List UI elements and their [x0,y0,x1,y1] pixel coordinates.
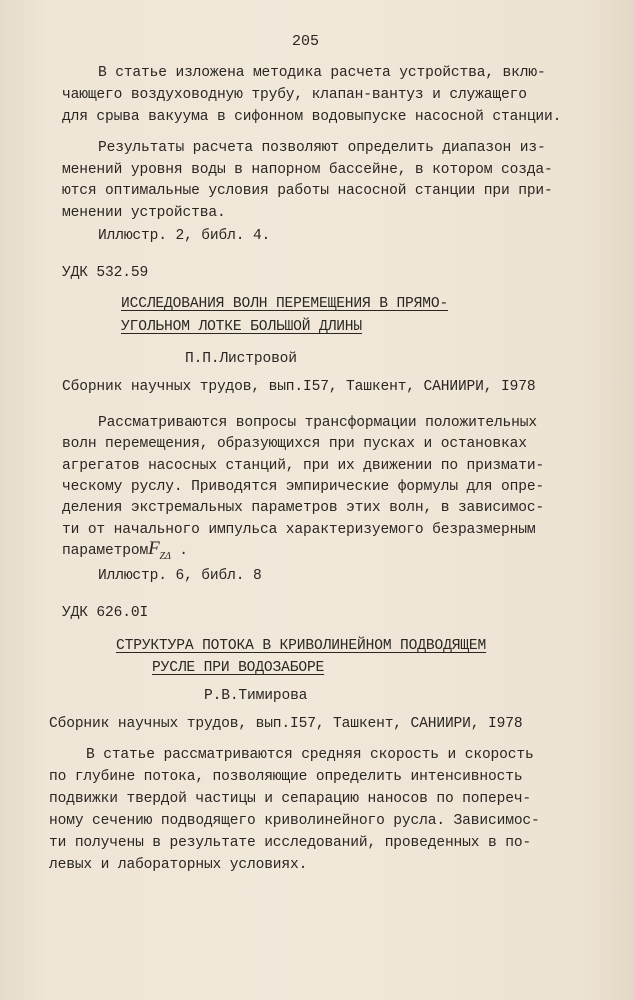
parameter-subscript: ZΔ [159,550,171,562]
abstract-line: левых и лабораторных условиях. [49,857,308,873]
parameter-symbol: $F_{Z\Delta}$ [148,538,171,562]
abstract-line: чающего воздуховодную трубу, клапан-вантуз и служащего [62,87,527,103]
article-title: ИССЛЕДОВАНИЯ ВОЛН ПЕРЕМЕЩЕНИЯ В ПРЯМО- [121,296,449,312]
abstract-line: ному сечению подводящего криволинейного русла. Зависимос- [49,813,540,829]
biblio-note: Иллюстр. 2, библ. 4. [98,228,271,244]
source-line: Сборник научных трудов, вып.I57, Ташкент, САНИИРИ, I978 [62,379,536,395]
abstract-line: подвижки твердой частицы и сепарацию наносов по попереч- [49,791,532,807]
abstract-line: Рассматриваются вопросы трансформации положительных [98,415,537,431]
parameter-line [62,539,188,567]
page-number: 205 [292,33,320,50]
abstract-line: В статье рассматриваются средняя скорость и скорость [86,747,534,763]
results-line: менений уровня воды в напорном бассейне, в котором созда- [62,162,553,178]
article-title: СТРУКТУРА ПОТОКА В КРИВОЛИНЕЙНОМ ПОДВОДЯЩЕМ [116,638,487,654]
udk-code: УДК 532.59 [62,265,149,281]
abstract-line: волн перемещения, образующихся при пусках и остановках [62,436,527,452]
udk-code: УДК 626.0I [62,605,149,621]
abstract-line: по глубине потока, позволяющие определить интенсивность [49,769,523,785]
abstract-line: В статье изложена методика расчета устройства, вклю- [98,65,546,81]
abstract-line: агрегатов насосных станций, при их движении по призмати- [62,458,545,474]
article-title: РУСЛЕ ПРИ ВОДОЗАБОРЕ [152,660,325,676]
results-line: менении устройства. [62,205,226,221]
results-line: Результаты расчета позволяют определить диапазон из- [98,140,546,156]
abstract-line: ти от начального импульса характеризуемого безразмерным [62,522,536,538]
source-line: Сборник научных трудов, вып.I57, Ташкент, САНИИРИ, I978 [49,716,523,732]
abstract-line: для срыва вакуума в сифонном водовыпуске насосной станции. [62,109,562,125]
biblio-note: Иллюстр. 6, библ. 8 [98,568,262,584]
author-name: Р.В.Тимирова [204,688,308,704]
parameter-end: . [179,543,188,559]
abstract-line: ти получены в результате исследований, проведенных в по- [49,835,532,851]
article-title: УГОЛЬНОМ ЛОТКЕ БОЛЬШОЙ ДЛИНЫ [121,319,363,335]
abstract-line: ческому руслу. Приводятся эмпирические формулы для опре- [62,479,545,495]
author-name: П.П.Листровой [185,351,297,367]
parameter-text: параметром [62,543,149,559]
abstract-line: деления экстремальных параметров этих волн, в зависимос- [62,500,545,516]
results-line: ются оптимальные условия работы насосной станции при при- [62,183,553,199]
